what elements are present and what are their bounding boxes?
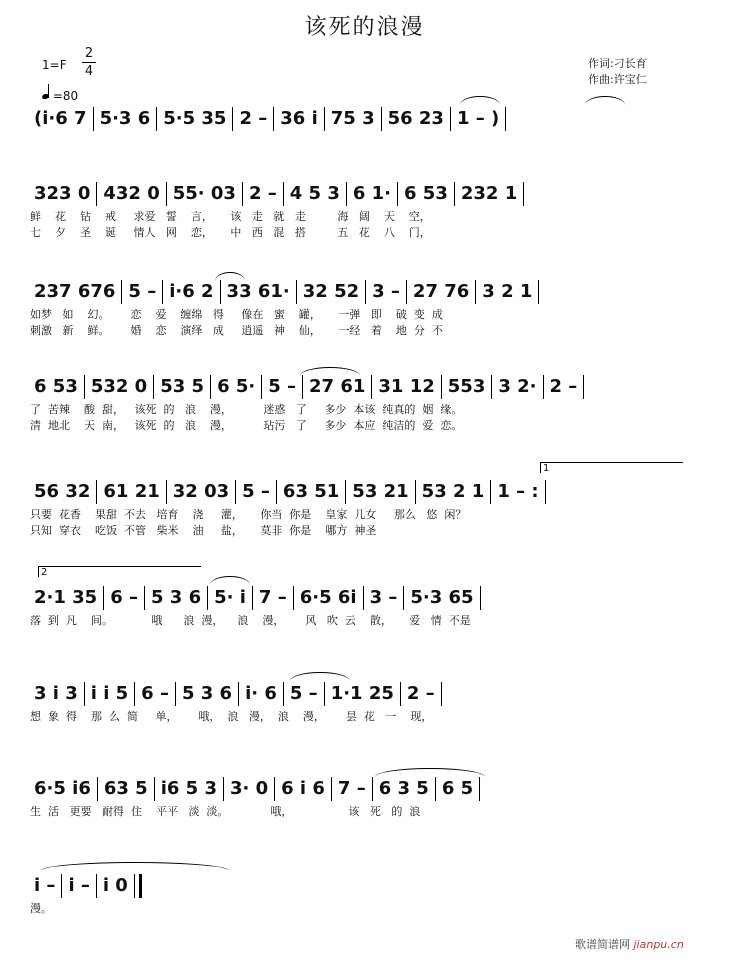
barline: [324, 107, 325, 131]
measure: 33 61·: [226, 281, 290, 302]
barline: [441, 682, 442, 706]
barline: [479, 777, 480, 801]
barline: [583, 375, 584, 399]
barline: [121, 280, 122, 304]
volta-first: 1: [540, 462, 683, 473]
barline: [543, 375, 544, 399]
barline: [238, 682, 239, 706]
barline: [252, 586, 253, 610]
barline: [166, 182, 167, 206]
measure: 55· 03: [172, 183, 236, 204]
measure: 6·5 i6: [34, 778, 91, 799]
barline: [346, 182, 347, 206]
barline: [538, 280, 539, 304]
barline: [84, 682, 85, 706]
measure: i·6 2: [169, 281, 214, 302]
measure: 432 0: [103, 183, 160, 204]
lyric-verse-1: 只要 花香 果甜 不去 培育 浇 灌， 你当 你是 皇家 儿女 那么 悠 闲？: [30, 508, 467, 521]
measure: 1 – ): [456, 108, 500, 129]
measure: 53 21: [352, 481, 409, 502]
barline: [371, 375, 372, 399]
measure: 75 3: [330, 108, 375, 129]
lyric-verse-1: 漫。: [30, 902, 52, 915]
notes-row: [30, 278, 700, 306]
barline: [274, 777, 275, 801]
measure: 6 3 5: [378, 778, 429, 799]
barline: [153, 375, 154, 399]
measure: 3 2 1: [482, 281, 533, 302]
barline: [96, 874, 97, 898]
barline: [232, 107, 233, 131]
measure: 4 5 3: [289, 183, 340, 204]
lyricist: 作词:刁长育: [588, 57, 647, 70]
lyric-verse-2: 清 地北 天 南， 该死 的 浪 漫， 玷污 了 多少 本应 纯洁的 爱 恋。: [30, 419, 463, 432]
slur-mark: [210, 576, 250, 585]
barline: [242, 182, 243, 206]
measure: 5·3 65: [410, 587, 474, 608]
barline: [324, 682, 325, 706]
system-1: [30, 105, 700, 133]
barline: [397, 182, 398, 206]
barline: [363, 586, 364, 610]
measure: 5 –: [128, 281, 157, 302]
barline: [480, 586, 481, 610]
volta-second: 2: [38, 566, 201, 577]
barline: [134, 682, 135, 706]
lyric-verse-1: 如梦 如 幻。 恋 爱 缠绵 得 像在 蜜 罐， 一弹 即 破 变 成: [30, 308, 443, 321]
watermark: [575, 936, 684, 952]
measure: 2 –: [406, 683, 435, 704]
barline: [441, 375, 442, 399]
slur-mark: [375, 768, 485, 777]
system-6: [30, 584, 700, 628]
measure: 6 –: [141, 683, 169, 704]
measure: i –: [34, 875, 56, 896]
barline: [345, 480, 346, 504]
credits: [588, 56, 647, 88]
lyric-verse-1: 鲜 花 钻 戒 求爱 誓 言， 该 走 就 走 海 阔 天 空，: [30, 210, 431, 223]
measure: 3 –: [369, 587, 398, 608]
barline: [545, 480, 546, 504]
measure: i6 5 3: [160, 778, 217, 799]
measure: 6 i 6: [281, 778, 325, 799]
barline: [372, 777, 373, 801]
barline: [454, 182, 455, 206]
measure: 61 21: [103, 481, 160, 502]
system-2: [30, 180, 700, 240]
barline: [523, 182, 524, 206]
system-8: [30, 775, 700, 819]
measure: 5·5 35: [163, 108, 227, 129]
measure: 5·3 6: [99, 108, 151, 129]
barline: [491, 375, 492, 399]
slur-mark: [290, 672, 350, 681]
lyric-verse-1: 想 象 得 那 么 简 单， 哦， 浪 漫， 浪 漫， 昙 花 一 现，: [30, 710, 433, 723]
notes-row: [30, 584, 700, 612]
barline: [365, 280, 366, 304]
measure: 3 i 3: [34, 683, 78, 704]
notes-row: [30, 478, 700, 506]
system-5: [30, 478, 700, 538]
barline: [156, 107, 157, 131]
time-bottom: 4: [84, 64, 94, 79]
barline: [223, 777, 224, 801]
barline: [166, 480, 167, 504]
measure: 6 –: [110, 587, 138, 608]
barline: [103, 586, 104, 610]
measure: i· 6: [245, 683, 277, 704]
barline: [406, 280, 407, 304]
measure: 5 –: [242, 481, 270, 502]
barline: [435, 777, 436, 801]
measure: 32 03: [172, 481, 230, 502]
measure: 31 12: [378, 376, 435, 397]
measure: 3 –: [372, 281, 400, 302]
measure: 6 53: [34, 376, 78, 397]
barline: [93, 107, 94, 131]
watermark-url: jianpu.cn: [633, 938, 684, 951]
measure: 3 2·: [498, 376, 537, 397]
measure: i 0: [102, 875, 128, 896]
slur-mark: [585, 96, 625, 105]
measure: 2 –: [248, 183, 277, 204]
barline: [220, 280, 221, 304]
slur-mark: [300, 367, 360, 376]
quarter-note-icon: [41, 93, 49, 100]
barline: [403, 586, 404, 610]
measure: 56 23: [387, 108, 444, 129]
measure: 6·5 6i: [299, 587, 357, 608]
measure: 6 5·: [217, 376, 256, 397]
measure: 1·1 25: [330, 683, 394, 704]
measure: 7 –: [337, 778, 366, 799]
tempo-mark: [42, 84, 78, 103]
measure: 63 5: [103, 778, 148, 799]
barline: [296, 280, 297, 304]
measure: 36 i: [280, 108, 318, 129]
barline: [97, 777, 98, 801]
barline: [207, 586, 208, 610]
measure: 27 61: [309, 376, 366, 397]
barline: [302, 375, 303, 399]
system-3: [30, 278, 700, 338]
measure: 5 –: [289, 683, 318, 704]
barline: [273, 107, 274, 131]
time-top: 2: [84, 46, 94, 61]
measure: 232 1: [460, 183, 518, 204]
measure: i i 5: [90, 683, 129, 704]
measure: 2 –: [549, 376, 578, 397]
barline: [505, 107, 506, 131]
barline: [331, 777, 332, 801]
measure: 5 3 6: [151, 587, 202, 608]
measure: 27 76: [412, 281, 470, 302]
barline: [261, 375, 262, 399]
composer: 作曲:许宝仁: [588, 73, 647, 86]
barline: [490, 480, 491, 504]
measure: 56 32: [34, 481, 91, 502]
barline: [415, 480, 416, 504]
measure: 323 0: [34, 183, 91, 204]
barline: [162, 280, 163, 304]
tempo-value: =80: [52, 89, 79, 103]
barline: [283, 682, 284, 706]
measure: 6 1·: [352, 183, 392, 204]
barline: [400, 682, 401, 706]
measure: 553: [447, 376, 486, 397]
measure: i –: [68, 875, 90, 896]
barline: [381, 107, 382, 131]
notes-row: [30, 180, 700, 208]
notes-row: [30, 373, 700, 401]
barline: [210, 375, 211, 399]
lyric-verse-1: 落 到 凡 间。 哦 浪 漫， 浪 漫， 风 吹 云 散， 爱 情 不是: [30, 614, 471, 627]
measure: 6 53: [404, 183, 448, 204]
measure: 5 –: [268, 376, 297, 397]
measure: 2·1 35: [34, 587, 98, 608]
measure: 3· 0: [229, 778, 269, 799]
barline: [84, 375, 85, 399]
time-signature: [82, 46, 96, 79]
barline: [283, 182, 284, 206]
measure: (i·6 7: [34, 108, 87, 129]
measure: 237 676: [34, 281, 116, 302]
measure: 53 2 1: [421, 481, 485, 502]
barline: [450, 107, 451, 131]
barline: [293, 586, 294, 610]
slur-mark: [40, 862, 230, 871]
barline: [154, 777, 155, 801]
song-title: 该死的浪漫: [304, 15, 425, 40]
notes-row: [30, 775, 700, 803]
barline: [276, 480, 277, 504]
lyric-verse-2: 七 夕 圣 诞 情人 网 恋， 中 西 混 搭 五 花 八 门，: [30, 226, 431, 239]
notes-row: [30, 680, 700, 708]
lyric-verse-2: 刺激 新 鲜。 婚 恋 演绎 成 逍遥 神 仙， 一经 着 地 分 不: [30, 324, 443, 337]
barline: [475, 280, 476, 304]
measure: 6 5: [441, 778, 474, 799]
measure: 5 3 6: [181, 683, 233, 704]
barline: [96, 182, 97, 206]
measure: 7 –: [258, 587, 287, 608]
system-9: [30, 872, 700, 916]
barline: [144, 586, 145, 610]
notes-row: [30, 105, 700, 133]
system-4: [30, 373, 700, 433]
slur-mark: [215, 272, 245, 281]
measure: 32 52: [302, 281, 360, 302]
measure: 53 5: [160, 376, 205, 397]
notes-row: [30, 872, 700, 900]
system-7: [30, 680, 700, 724]
lyric-verse-1: 了 苦辣 酸 甜， 该死 的 浪 漫， 迷惑 了 多少 本该 纯真的 姻 缘。: [30, 403, 463, 416]
barline: [235, 480, 236, 504]
measure: 2 –: [239, 108, 268, 129]
lyric-verse-2: 只知 穿衣 吃饭 不管 柴米 油 盐， 莫非 你是 哪方 神圣: [30, 524, 377, 537]
measure: 532 0: [90, 376, 148, 397]
key-signature: 1=F: [42, 58, 67, 72]
barline: [61, 874, 62, 898]
watermark-text: 歌谱简谱网: [575, 938, 630, 951]
slur-mark: [460, 96, 500, 105]
barline: [96, 480, 97, 504]
barline: [134, 874, 142, 898]
measure: 5· i: [214, 587, 246, 608]
measure: 63 51: [282, 481, 340, 502]
measure: 1 – :: [497, 481, 539, 502]
lyric-verse-1: 生 活 更要 耐得 住 平平 淡 淡。 哦， 该 死 的 浪: [30, 805, 421, 818]
barline: [175, 682, 176, 706]
